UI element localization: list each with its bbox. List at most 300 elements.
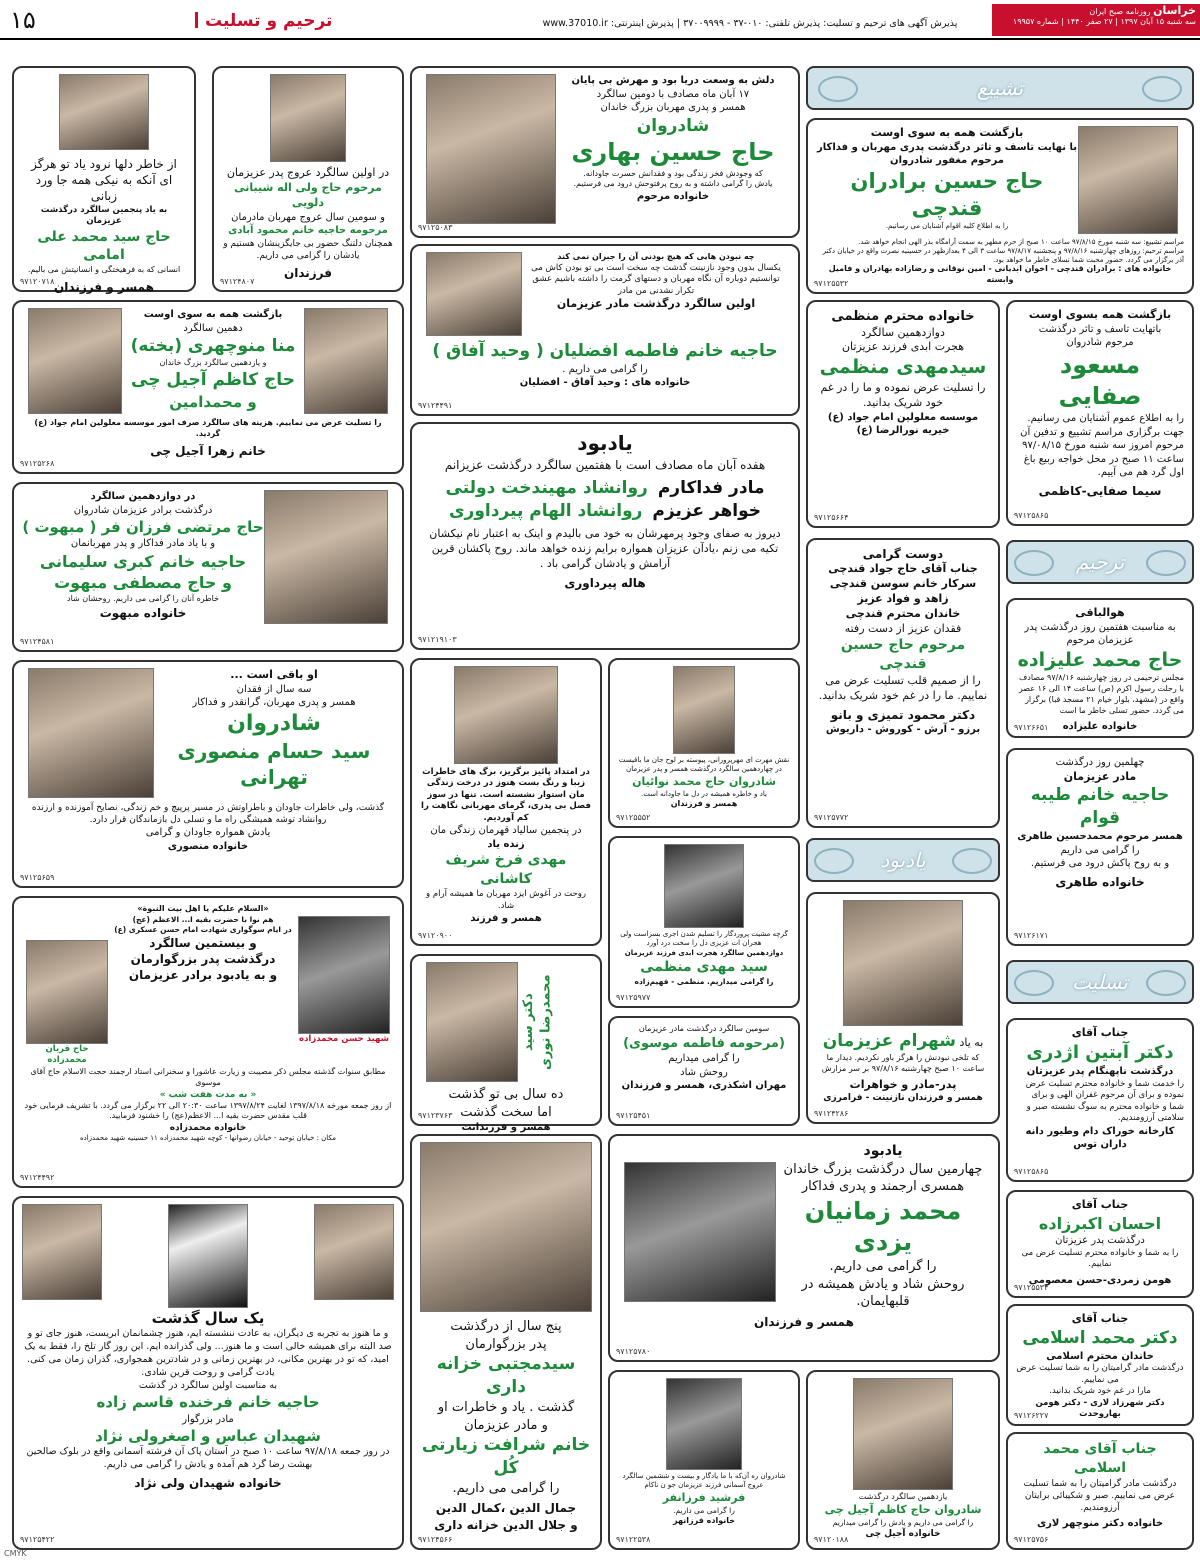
banner-taslit bbox=[1006, 960, 1194, 1004]
notice-line: جناب آقای bbox=[1071, 1026, 1129, 1039]
family-signature: خانواده فرزانهر bbox=[673, 1515, 735, 1525]
notice-line: به مناسبت هفتمین روز درگذشت پدر عزیزمان مرحوم bbox=[1024, 621, 1176, 647]
family-signature: هومن زمردی-حسن معصومی bbox=[1028, 1274, 1172, 1286]
notice-line: شادروان bbox=[227, 710, 321, 736]
family-signature: کارخانه خوراک دام وطیور دانه داران توس bbox=[1025, 1125, 1175, 1151]
deceased-name: شهرام عزیزمان bbox=[822, 1031, 956, 1051]
deceased-name: (مرحومه فاطمه موسوی) bbox=[623, 1035, 785, 1051]
ad-code: ۹۷۱۲۶۱۷۱ bbox=[1014, 931, 1049, 941]
notice-line: چهارمین سال درگذشت بزرگ خاندان bbox=[783, 1161, 983, 1177]
banner-tarhim bbox=[1006, 540, 1194, 584]
ornament-icon bbox=[1014, 550, 1054, 576]
notice-body: یکسال بدون وجود نازنینت گذشت چه سخت است بی تو بودن کاش می توانستیم دوباره آن نگاه مهربان و دستهای گرمت را داشته باشیم عشق تکرار نشدنی من مادر bbox=[531, 262, 781, 296]
ad-code: ۹۷۱۲۶۶۵۱ bbox=[1014, 723, 1049, 733]
name-row bbox=[420, 477, 790, 500]
notice-doolui bbox=[212, 66, 404, 292]
family-signature: دکتر شهرزاد لاری - دکتر هومن بهاروحدت bbox=[1035, 1397, 1165, 1420]
notice-line: مرحوم مغفور شادروان bbox=[890, 155, 1004, 167]
notice-line: دهمین سالگرد bbox=[183, 322, 243, 334]
notice-akbarzadeh bbox=[1006, 1190, 1194, 1298]
notice-line: را گرامی می داریم. bbox=[829, 1259, 937, 1275]
notice-line: دوازدهمین سالگرد هجرت ابدی فرزند عزیزمان bbox=[624, 948, 784, 957]
photo-caption: حاج قربان محمدزاده bbox=[45, 1044, 89, 1066]
notice-line: باتهایت تاسف و تاثر درگذشت bbox=[1038, 323, 1162, 335]
recipient-name: دکتر آبتین اژدری bbox=[1026, 1041, 1174, 1063]
ad-code: ۹۷۱۲۵۸۶۵ bbox=[1014, 511, 1049, 521]
notice-line: به مناسبت اولین سالگرد در گذشت bbox=[138, 1379, 278, 1391]
portrait-photo bbox=[28, 668, 154, 798]
section-title: ترحیم و تسلیت bbox=[205, 11, 333, 31]
notice-line: او باقی است ... bbox=[230, 668, 318, 681]
portrait-photo bbox=[264, 490, 388, 624]
family-signature: و جلال الدین خزانه داری bbox=[434, 1517, 578, 1532]
notice-safaei bbox=[1006, 300, 1194, 526]
ornament-icon bbox=[814, 848, 854, 874]
family-signature: خانم زهرا آجیل چی bbox=[150, 443, 266, 458]
notice-line: همسر و پدری مهربان، گرانقدر و فداکار bbox=[192, 697, 356, 709]
notice-line: را گرامی میداریم bbox=[668, 1053, 740, 1065]
portrait-photo bbox=[270, 74, 346, 162]
notice-body: از روز جمعه مورخه ۱۳۹۷/۸/۱۸ لغایت ۱۳۹۷/۸/۲۴ ساعت ۲۰:۳۰ الی ۲۲ برگزار می گردد. با تشریف فرمایی خود قلب مقدس حضرت بقیه ا... الاعظم(عج) را خشنود فرمایید. bbox=[24, 1100, 392, 1121]
notice-emami bbox=[12, 66, 196, 295]
notice-body: را خدمت شما و خانواده محترم تسلیت عرض نموده و برای آن مرحوم غفران الهی و برای شما و خانواده محترم به سوگ نشسته صبر و سلامتی آرزومندیم. bbox=[1025, 1078, 1184, 1124]
ornament-icon bbox=[1146, 970, 1186, 996]
notice-line: همسری ارجمند و پدری فداکار bbox=[801, 1179, 965, 1195]
notice-body: را از صمیم قلب تسلیت عرض می نماییم. ما را در غم خود شریک بدانید. bbox=[818, 674, 988, 703]
deceased-name: حاجیه خانم فرخنده قاسم زاده bbox=[96, 1393, 320, 1412]
ad-code: ۹۷۱۲۵۶۶۴ bbox=[814, 513, 849, 523]
ad-code: ۹۷۱۲۴۵۸۱ bbox=[20, 637, 55, 647]
banner-yadbood bbox=[806, 838, 1000, 882]
banner-label: یادبود bbox=[880, 848, 926, 872]
notice-line: چه نبودن هایی که هیچ بودنی آن را جبران نمی کند bbox=[557, 252, 755, 261]
notice-line: مارا در غم خود شریک بدانید. bbox=[1049, 1386, 1151, 1397]
ornament-icon bbox=[952, 848, 992, 874]
notice-line: روحت در آغوش ایزد مهربان ما همیشه آرام و شاد. bbox=[426, 889, 586, 911]
ad-code: ۹۷۱۲۵۷۵۶ bbox=[1014, 1535, 1049, 1545]
notice-line: همسر و پدری مهربان بزرگ خاندان bbox=[600, 102, 746, 113]
ad-code: ۹۷۱۲۵۴۲۲ bbox=[20, 1535, 55, 1545]
deceased-name: سیدمهدی منظمی bbox=[819, 356, 987, 379]
notice-ajilchi bbox=[12, 300, 404, 474]
ad-code: ۹۷۱۲۵۵۳۴ bbox=[1014, 1283, 1049, 1293]
family-signature: هاله پیرداوری bbox=[564, 575, 646, 590]
deceased-name: حاج حسین بهاری bbox=[571, 138, 775, 167]
family-signature: همسر و فرزندان نازنینت - فرامرزی bbox=[823, 1093, 983, 1104]
deceased-name: منا منوچهری (بخته) bbox=[130, 336, 296, 356]
notice-line: مادر عزیزمان bbox=[1063, 769, 1137, 783]
issue-date: سه شنبه ۱۵ آبان ۱۳۹۷ | ۲۷ صفر ۱۴۴۰ | شماره ۱۹۹۵۷ bbox=[1012, 17, 1196, 26]
recipient-name: خانواده محترم منظمی bbox=[831, 309, 975, 324]
banner-label: ترحیم bbox=[1075, 550, 1125, 574]
ad-code: ۹۷۱۲۵۶۵۹ bbox=[20, 873, 55, 883]
family-signature: فرزندان bbox=[283, 265, 333, 280]
notice-line: ده سال بی تو گذشت bbox=[448, 1087, 564, 1102]
deceased-name: حاج حسین برادران قندچی bbox=[850, 168, 1044, 221]
notice-line: مادر بزرگوار bbox=[182, 1413, 234, 1425]
notice-line: پدر بزرگوارمان bbox=[465, 1336, 547, 1352]
deceased-name: خانم شرافت زیارتی کُل bbox=[421, 1435, 591, 1478]
family-signature: پدر-مادر و خواهرات bbox=[849, 1077, 957, 1091]
family-signature: خانواده مرحوم bbox=[636, 191, 710, 203]
ad-code: ۹۷۱۲۰۹۰۰ bbox=[418, 931, 453, 941]
notice-body: را به اطلاع عموم آشنایان می رسانیم. جهت برگزاری مراسم تشییع و تدفین آن مرحوم امروز سه شنبه مورخ ۹۷/۰۸/۱۵ ساعت ۱۱ صبح در محل خواجه ربیع باغ اول گرد هم می آییم. bbox=[1020, 413, 1184, 479]
deceased-name: مهدی فرخ شریف کاشانی bbox=[445, 852, 567, 888]
notice-body: و ما هنوز به تجربه ی دیگران، به عادت ننشسته ایم، هنوز چشمانمان ابریست، هنوز جای تو و صد البته برای همیشه خالی است و ما هنوز... ولی گذرانده ایم. این روز گار تلخ را، فقط به یک امید، که تو در بهترین مکانی، در بهترین زمانی و در شادترین همجواری، گذران زمان می کنی. یادت گرامی و روحت قرین شادی. bbox=[24, 1328, 392, 1378]
deceased-name: روانشاد الهام پیرداوری bbox=[448, 501, 643, 522]
notice-body: مجلس ترحیمی در روز چهارشنبه ۹۷/۸/۱۶ مصادف با رحلت رسول اکرم (ص) ساعت ۱۴ الی ۱۶ عصر واقع در (مشهد، بلوار خیام ۲۱ مسجد قبا) برگزار می گردد. حضور تسلی خاطر ما است bbox=[1018, 673, 1184, 715]
notice-line: بازگشت همه به سوی اوست bbox=[143, 309, 283, 320]
notice-ghasemzadeh bbox=[12, 1196, 404, 1550]
notice-line: را به شما و خانواده محترم تسلیت عرض می نماییم. bbox=[1021, 1247, 1179, 1270]
notice-body: مطابق سنوات گذشته مجلس ذکر مصیبت و زیارت عاشورا و سخنرانی استاد ارجمند حجت الاسلام حاج آقای موسوی bbox=[30, 1066, 386, 1087]
notice-line: و بیستمین سالگرد bbox=[149, 936, 257, 951]
recipient-name: جناب آقای حاج جواد قندچی bbox=[828, 562, 978, 576]
notice-line: اولین سالگرد درگذشت مادر عزیزمان bbox=[556, 297, 756, 311]
portrait-photo bbox=[843, 900, 963, 1026]
notice-monazami-2 bbox=[608, 836, 800, 1008]
recipient-name: سرکار خانم سوسن قندچی bbox=[829, 577, 977, 591]
notice-line: «السلام علیکم یا اهل بیت النبوة» bbox=[137, 904, 269, 913]
notice-line bbox=[816, 1030, 990, 1053]
notice-line: را گرامی می داریم. bbox=[452, 1480, 560, 1496]
paper-tagline: روزنامه صبح ایران bbox=[1089, 7, 1151, 16]
notice-line: هفده آبان ماه مصادف است با هفتمین سالگرد درگذشت عزیزانم bbox=[444, 458, 766, 472]
notice-line: روحش شاد bbox=[680, 1066, 728, 1078]
family-signature: خانواده منصوری bbox=[167, 840, 249, 852]
notice-eslami-2 bbox=[1006, 1432, 1194, 1550]
notice-line: نقش مهرت ای مهرپرورانی، پیوسته بر لوح جان ما باقیست bbox=[618, 756, 790, 764]
family-signature: خانواده دکتر منوچهر لاری bbox=[1036, 1518, 1164, 1530]
notice-line: شادروان bbox=[636, 115, 710, 136]
notice-line: مراسم ترحیم: روزهای چهارشنبه ۹۷/۸/۱۶ و پنجشنبه ۹۷/۸/۱۷ ساعت ۳ الی ۴ بعدازظهر در حسینیه نصرت واقع در خیابان دکتر آذر برگزار می گردد. حضور محبت شما تسلای خاطر ما خواهد بود. bbox=[822, 246, 1184, 264]
portrait-photo bbox=[426, 252, 522, 336]
family-signature: همسر و فرزندان bbox=[670, 799, 738, 809]
photo-row bbox=[22, 1204, 394, 1308]
notice-line: در امتداد پائیز برگریز، برگ های خاطرات زیبا و رنگ‌ بست هنوز در درخت زندگی مان استوار نشسته است. تنها در سوز فصل بی پدری، گرمای مهربانی نگاهت را کم آوردیم. bbox=[421, 767, 591, 823]
notice-yadbood-pirdavari bbox=[410, 422, 800, 650]
deceased-name: سیدمجتبی خزانه داری bbox=[436, 1354, 576, 1398]
notice-line: در پنجمین سالیاد قهرمان زندگی مان bbox=[430, 825, 582, 837]
banner-label: تسلیت bbox=[1072, 970, 1128, 994]
notice-line: هجرت ابدی فرزند عزیزتان bbox=[841, 340, 965, 354]
ad-code: ۹۷۱۲۰۱۸۸ bbox=[814, 1535, 849, 1545]
notice-zamanian bbox=[608, 1134, 1000, 1362]
ornament-icon bbox=[1146, 550, 1186, 576]
deceased-name: حاج مرتضی فرزان فر ( مبهوت ) bbox=[22, 518, 264, 536]
portrait-photo bbox=[298, 916, 390, 1034]
deceased-name: شادروان حاج محمد نوائیان bbox=[632, 774, 776, 788]
portrait-photo bbox=[304, 308, 388, 414]
deceased-name: شادروان حاج کاظم آجیل چی bbox=[824, 1502, 982, 1516]
family-signature: خانواده های : برادران قندچی - اخوان ابدیانی - امین نوقانی و رضازاده بهادران و فامیل وابسته bbox=[828, 264, 1172, 285]
portrait-photo bbox=[1078, 126, 1178, 234]
portrait-photo bbox=[22, 1204, 102, 1300]
ad-code: ۹۷۱۲۵۴۵۱ bbox=[616, 1111, 651, 1121]
recipient-name: خاندان محترم قندچی bbox=[845, 606, 961, 620]
family-signature: دکتر محمود تمیزی و بانو bbox=[830, 707, 976, 722]
deceased-name: مرحومه حاجیه خانم محمود آبادی bbox=[228, 225, 388, 237]
notice-line: و به یادبود برادر عزیزمان bbox=[128, 968, 278, 983]
notice-line: روحش شاد و یادش همیشه در قلبهایمان. bbox=[801, 1276, 965, 1310]
portrait-photo bbox=[426, 962, 518, 1082]
page-number: ۱۵ bbox=[10, 6, 36, 34]
ad-code: ۹۷۱۲۵۲۶۸ bbox=[20, 459, 55, 469]
ad-code: ۹۷۱۲۳۷۶۳ bbox=[418, 1111, 453, 1121]
deceased-name: دکتر سید محمدرضا نوری bbox=[521, 974, 554, 1070]
ad-code: ۹۷۱۲۵۵۳۲ bbox=[814, 279, 849, 289]
notice-line: را تسلیت عرض می نماییم. هزینه های سالگرد صرف امور موسسه معلولین امام جواد (ع) گردید. bbox=[34, 418, 382, 438]
notice-line: اما سخت گذشت bbox=[460, 1104, 552, 1120]
notice-alizadeh bbox=[1006, 598, 1194, 738]
photo-column bbox=[26, 904, 108, 1067]
notice-body: درگذشت مادر گرامیتان را به شما تسلیت عرض می نماییم. صبر و شکیبائی برایتان آرزومندیم. bbox=[1023, 1478, 1177, 1514]
family-signature: خانواده شهیدان ولی نژاد bbox=[134, 1475, 282, 1490]
notice-mabhoot bbox=[12, 482, 404, 652]
banner-tashyi bbox=[806, 66, 1194, 110]
notice-khazane bbox=[410, 1134, 602, 1550]
ornament-icon bbox=[818, 76, 858, 102]
page-header bbox=[0, 0, 1200, 40]
couple-photo bbox=[420, 1142, 592, 1312]
ad-code: ۹۷۱۲۵۸۶۵ bbox=[1014, 1167, 1049, 1177]
family-signature: مهران اشکذری، همسر و فرزندان bbox=[621, 1080, 787, 1092]
deceased-name: حاجیه خانم کبری سلیمانی bbox=[39, 551, 247, 571]
section-divider bbox=[195, 12, 198, 28]
notice-line: خاندان محترم اسلامی bbox=[1046, 1350, 1154, 1362]
notice-body: که تلخی نبودنش را هرگز باور نکردیم. دیدار ما ساعت ۱۰ صبح چهارشنبه ۹۷/۸/۱۶ بر سر مزارش bbox=[821, 1052, 985, 1073]
deceased-name: شهیدان عباس و اصغرولی نژاد bbox=[95, 1427, 321, 1446]
notice-line: یادش را گرامی داشته و به روح پرفتوحش درود می فرستیم. bbox=[573, 179, 773, 189]
family-signature: خانواده آجیل چی bbox=[865, 1528, 941, 1539]
notice-gandji bbox=[806, 118, 1194, 294]
notice-line: دوازدهمین سالگرد bbox=[861, 325, 945, 339]
notice-line: به یاد پنجمین سالگرد درگذشت عزیزمان bbox=[40, 204, 168, 227]
ad-code: ۹۷۱۲۵۹۷۷ bbox=[616, 993, 651, 1003]
notice-line: جناب آقای bbox=[1071, 1198, 1129, 1211]
recipient-name: جناب آقای محمد اسلامی bbox=[1043, 1441, 1157, 1476]
notice-line: مرحوم شادروان bbox=[1066, 337, 1134, 349]
photo-column bbox=[298, 904, 390, 1045]
ad-code: ۹۷۱۲۴۴۹۱ bbox=[418, 401, 453, 411]
notice-body: گذشت، ولی خاطرات جاودان و باطراوتش در مسیر پرپیچ و خم زندگی، نصایح آموزنده و ارزنده روانشاد توشه همیشگی راه ما و تسلی دل بازماندگان قرار دارد. bbox=[31, 803, 385, 826]
name-row bbox=[420, 500, 790, 523]
notice-line: دوست گرامی bbox=[862, 547, 944, 561]
notice-line: و سومین سال عروج مهربان مادرمان bbox=[231, 211, 385, 223]
notice-line: درگذشت برادر عزیزمان شادروان bbox=[73, 504, 213, 516]
notice-qavam bbox=[1006, 748, 1194, 946]
ad-code: ۹۷۱۲۱۹۱۰۳ bbox=[418, 635, 457, 645]
portrait-photo bbox=[853, 1378, 953, 1490]
family-signature: جمال الدین ،کمال الدین bbox=[435, 1501, 577, 1516]
family-signature: سیما صفایی-کاظمی bbox=[1038, 483, 1162, 498]
notice-line: و مادر عزیزمان bbox=[464, 1417, 548, 1433]
relation-label: مادر فداکارم bbox=[657, 478, 765, 499]
deceased-name: محمد زمانیان یزدی bbox=[804, 1196, 962, 1257]
ad-code: ۹۷۱۲۴۵۶۶ bbox=[418, 1535, 453, 1545]
notice-line: را گرامی می داریم. bbox=[673, 1505, 735, 1515]
notice-afzalian bbox=[410, 244, 800, 416]
print-color-mark: CMYK bbox=[4, 1549, 27, 1558]
notice-line: همچنان دلتنگ حضور بی جایگزینشان هستیم و یادشان را گرامی می داریم. bbox=[223, 238, 393, 261]
notice-line: انسانی که به فرهیختگی و انسانیتش می بالیم. bbox=[27, 265, 181, 275]
family-signature: همسر و فرزند bbox=[470, 913, 542, 925]
family-signature: موسسه معلولین امام جواد (ع) bbox=[827, 411, 979, 423]
notice-line: به یاد bbox=[959, 1036, 984, 1049]
notice-line: بازگشت همه به سوی اوست bbox=[870, 126, 1024, 139]
notice-line: را گرامی می داریم . bbox=[562, 363, 648, 375]
portrait-photo bbox=[664, 844, 744, 928]
notice-line: سومین سالگرد درگذشت مادر عزیزمان bbox=[638, 1024, 770, 1033]
notice-line: همسر مرحوم محمدحسین طاهری bbox=[1017, 831, 1183, 843]
notice-mohammadzadeh bbox=[12, 896, 404, 1188]
family-signature: خانواده مبهوت bbox=[99, 605, 187, 620]
notice-line: فقدان عزیز از دست رفته bbox=[844, 621, 962, 635]
notice-title: یادبود bbox=[577, 431, 633, 455]
notice-kashani bbox=[410, 658, 602, 946]
portrait-photo bbox=[168, 1204, 248, 1308]
notice-line: را گرامی می داریم bbox=[1060, 844, 1140, 856]
family-signature: خانواده محمدزاده bbox=[169, 1123, 247, 1134]
family-signature: خانواده علیزاده bbox=[1062, 720, 1138, 732]
notice-line: در چهاردهمین سالگرد درگذشت همسر و پدر عزیزمان bbox=[626, 765, 782, 774]
notice-tehrani bbox=[12, 660, 404, 888]
deceased-name: مرحوم حاج حسین قندچی bbox=[840, 637, 966, 673]
notice-line: که وجودش فخر زندگی بود و فقدانش حسرت جاودانه. bbox=[583, 168, 763, 178]
portrait-photo bbox=[426, 74, 556, 224]
notice-mousavi bbox=[608, 1016, 800, 1126]
deceased-name: حاج سید محمد علی امامی bbox=[37, 228, 171, 264]
family-signature: همسر و فرزندان bbox=[754, 1315, 854, 1329]
portrait-photo bbox=[673, 666, 735, 754]
recipient-name: زاهد و فواد عزیز bbox=[857, 591, 949, 605]
notice-line: « به مدت هفت شب » bbox=[159, 1089, 257, 1100]
notice-line: زنده یاد bbox=[487, 838, 525, 850]
notice-line: با نهایت تاسف و تاثر درگذشت پدری مهربان و فداکار bbox=[817, 141, 1077, 153]
ornament-icon bbox=[1142, 76, 1182, 102]
notice-line: سه سال از فقدان bbox=[236, 683, 312, 695]
notice-azhdari bbox=[1006, 1018, 1194, 1182]
notice-line: در دوازدهمین سالگرد bbox=[90, 491, 196, 502]
notice-body: را تسلیت عرض نموده و ما را در غم خود شریک بدانید. bbox=[820, 380, 986, 409]
paper-name: خراسان bbox=[1153, 4, 1196, 17]
notice-monazami bbox=[806, 300, 1000, 528]
family-signature: همسر و فرزندانت bbox=[461, 1122, 551, 1134]
deceased-name: حاجیه خانم فاطمه افضلیان ( وحید آفاق ) bbox=[432, 341, 778, 361]
portrait-photo bbox=[314, 1204, 394, 1300]
ad-code: ۹۷۱۲۵۷۷۲ bbox=[814, 813, 849, 823]
deceased-name: و محمدامین bbox=[169, 392, 257, 411]
notice-bahari bbox=[410, 66, 800, 238]
notice-line: درگذشت پدر عزیزتان bbox=[1055, 1235, 1145, 1247]
family-signature: خیریه نورالرضا (ع) bbox=[856, 425, 950, 437]
portrait-photo bbox=[624, 1162, 776, 1302]
notice-noori bbox=[410, 954, 602, 1134]
recipient-name: احسان اکبرزاده bbox=[1038, 1213, 1162, 1233]
ad-code: ۹۷۱۲۵۰۸۳ bbox=[418, 223, 453, 233]
notice-line: و با یاد مادر فداکار و پدر مهربانمان bbox=[70, 538, 216, 550]
notice-line: مکان : خیابان توحید - خیابان رضوانها - کوچه شهید محمدزاده ۱۱ حسینیه شهید محمدزاده bbox=[79, 1134, 337, 1143]
deceased-name: سید حسام منصوری تهرانی bbox=[177, 739, 371, 790]
notice-line: درگذشت پدر بزرگوارمان bbox=[130, 952, 276, 967]
ad-code: ۹۷۱۲۲۵۳۸ bbox=[616, 1535, 651, 1545]
notice-azizman bbox=[806, 892, 1000, 1124]
ad-code: ۹۷۱۲۴۸۰۷ bbox=[220, 277, 255, 287]
photo-caption: شهید حسن محمدزاده bbox=[299, 1034, 389, 1044]
ornament-icon bbox=[1014, 970, 1054, 996]
notice-line: درگذشت ناپهنگام پدر عزیزتان bbox=[1026, 1066, 1174, 1078]
notice-line: هم نوا با حضرت بقیه ا... الاعظم (عج) bbox=[132, 914, 274, 924]
ad-code: ۹۷۱۲۵۷۸۰ bbox=[616, 1347, 651, 1357]
deceased-name: حاج محمد علیزاده bbox=[1017, 648, 1183, 671]
portrait-photo bbox=[28, 308, 122, 414]
notice-line: پنج سال از درگذشت bbox=[450, 1319, 562, 1334]
notice-line: یاد و خاطره همیشه در دل ما جاودانه است. bbox=[641, 789, 767, 798]
notice-eslami-1 bbox=[1006, 1304, 1194, 1426]
notice-novaian bbox=[608, 658, 800, 828]
notice-line: خاطره آنان را گرامی می داریم. روحشان شاد bbox=[67, 593, 219, 603]
family-signature: خانواده های : وحید آفاق - افضلیان bbox=[519, 377, 691, 389]
notice-line: گذشت . یاد و خاطرات او bbox=[437, 1399, 575, 1415]
deceased-name: و حاج مصطفی مبهوت bbox=[54, 573, 232, 593]
notice-line: را به اطلاع کلیه اقوام آشنایان می رسانیم. bbox=[885, 222, 1009, 231]
banner-label: تشییع bbox=[976, 76, 1024, 100]
notice-line: را گرامی می داریم و یادش را گرامی میداریم bbox=[832, 1517, 974, 1527]
notice-title: یک سال گذشت bbox=[151, 1309, 265, 1327]
ad-code: ۹۷۱۲۰۷۱۸ bbox=[20, 277, 55, 287]
relation-label: خواهر عزیزم bbox=[652, 501, 762, 522]
notice-line: یادبود bbox=[863, 1143, 903, 1159]
notice-line: بازگشت همه بسوی اوست bbox=[1028, 308, 1172, 321]
notice-line: هوالباقی bbox=[1075, 606, 1125, 619]
recipient-name: دکتر محمد اسلامی bbox=[1022, 1327, 1178, 1348]
notice-line: از خاطر دلها نرود یاد تو هرگز bbox=[31, 157, 177, 171]
family-signature: خانواده طاهری bbox=[1055, 874, 1145, 889]
deceased-name: روانشاد مهیندخت دولتی bbox=[445, 478, 648, 499]
contact-info: پذیرش آگهی های ترحیم و تسلیت: پذیرش تلفنی: ۰۱۰-۳۷ - ۳۷۰۰۹۹۹۹ | پذیرش اینترنتی: www.37010.ir bbox=[542, 18, 958, 29]
deceased-name: سید مهدی منظمی bbox=[640, 959, 768, 976]
notice-line: در اولین سالگرد عروج پدر عزیزمان bbox=[226, 166, 390, 179]
notice-line: شادروان ره آن‌که با ما یادگار و بیست و ششمین سالگرد عروج آسمانی فرزند عزیزمان جو ن ناکام bbox=[622, 1472, 786, 1490]
family-signature: را گرامی میداریم. منظمی - فهیم‌زاده bbox=[634, 977, 774, 987]
deceased-name: مرحوم حاج ولی اله شیبانی دلویی bbox=[234, 180, 382, 209]
ad-code: ۹۷۱۲۶۲۲۷ bbox=[1014, 1411, 1049, 1421]
deceased-name: حاج کاظم آجیل چی bbox=[131, 369, 295, 390]
notice-line: یازدهمین سالگرد درگذشت bbox=[858, 1492, 948, 1501]
notice-line: دلش به وسعت دریا بود و مهرش بی پایان bbox=[571, 75, 775, 86]
family-signature: همسر و فرزندان bbox=[54, 280, 154, 295]
notice-farzanehr bbox=[608, 1370, 800, 1550]
deceased-name: فرشید فرزانفر bbox=[662, 1490, 746, 1504]
notice-line: در ایام سوگواری شهادت امام حسن عسکری (ع) bbox=[114, 924, 292, 934]
notice-line: ۱۷ آبان ماه مصادف با دومین سالگرد bbox=[596, 88, 750, 100]
ad-code: ۹۷۱۲۴۲۸۶ bbox=[814, 1109, 849, 1119]
portrait-photo bbox=[26, 940, 108, 1044]
portrait-photo bbox=[666, 1378, 742, 1470]
ad-code: ۹۷۱۲۵۵۵۲ bbox=[616, 813, 651, 823]
notice-line: جناب آقای bbox=[1071, 1312, 1129, 1325]
portrait-photo bbox=[454, 666, 558, 764]
notice-line: و به روح پاکش درود می فرستیم. bbox=[1030, 858, 1170, 870]
notice-ajilchi-2 bbox=[806, 1370, 1000, 1550]
notice-dust bbox=[806, 538, 1000, 828]
deceased-name: مسعود صفایی bbox=[1058, 350, 1142, 411]
ad-code: ۹۷۱۲۴۴۹۲ bbox=[20, 1173, 55, 1183]
notice-line: و یازدهمین سالگرد بزرگ خاندان bbox=[159, 357, 267, 367]
portrait-photo bbox=[59, 74, 149, 150]
notice-line: ای آنکه به نیکی همه جا ورد زبانی bbox=[35, 173, 173, 204]
family-signature: برزو - آرش - کوروش - داریوش bbox=[825, 724, 981, 736]
